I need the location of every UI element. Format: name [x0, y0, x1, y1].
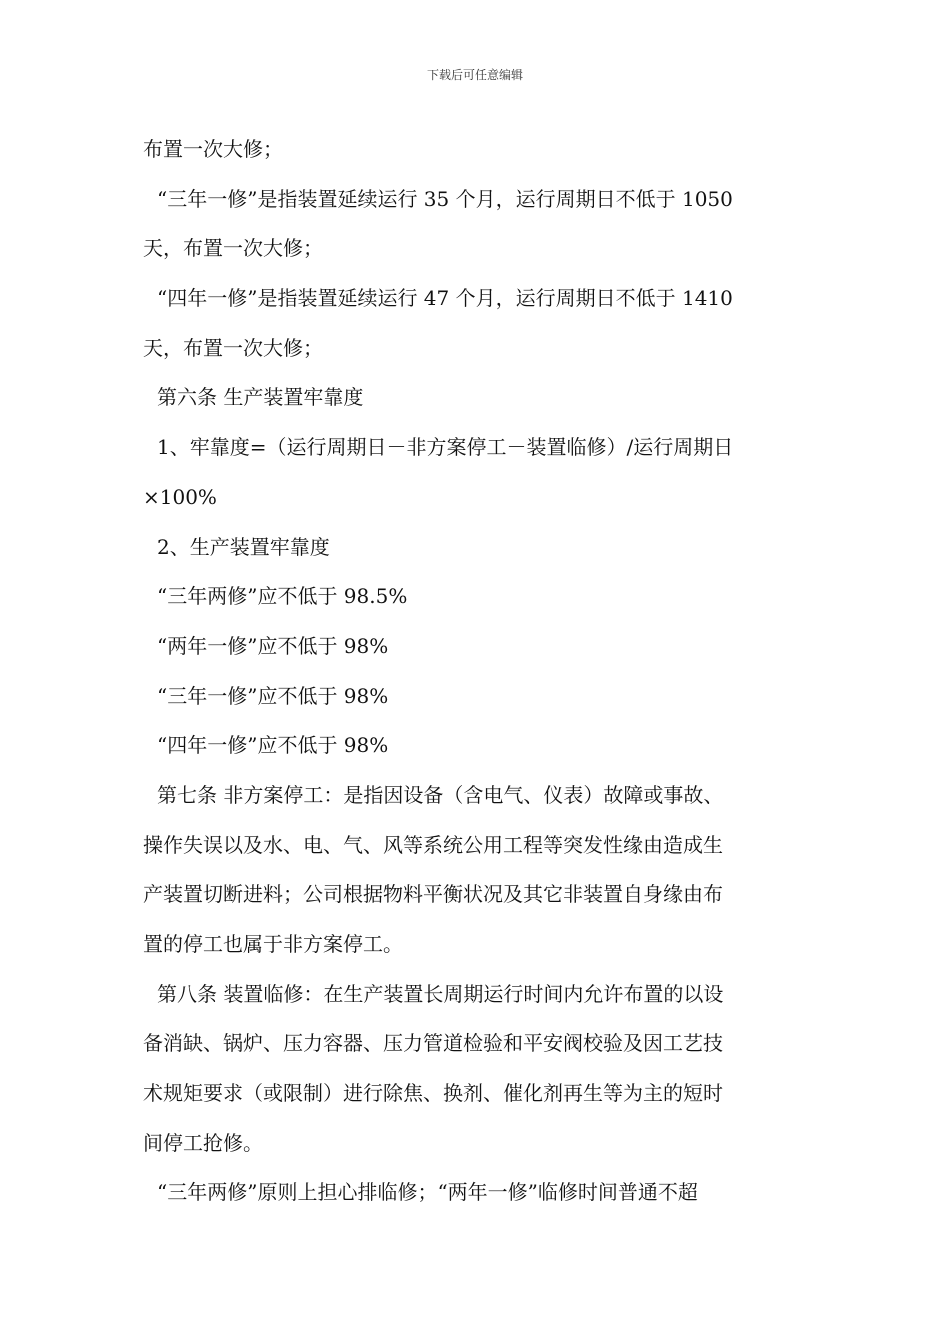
article-heading: 第七条 非方案停工：是指因设备（含电气、仪表）故障或事故、	[157, 782, 724, 807]
text-line: ×100%	[143, 484, 217, 509]
article-heading: 第八条 装置临修：在生产装置长周期运行时间内允许布置的以设	[157, 981, 724, 1006]
article-heading: 第六条 生产装置牢靠度	[157, 385, 364, 410]
text-line: 置的停工也属于非方案停工。	[143, 932, 403, 956]
text-line: “三年两修”应不低于 98.5%	[157, 584, 408, 609]
text-line: 间停工抢修。	[143, 1130, 263, 1155]
text-line: 天，布置一次大修；	[143, 236, 323, 261]
text-line: 天，布置一次大修；	[143, 335, 323, 360]
page-header-note: 下载后可任意编辑	[426, 68, 523, 82]
text-line: “四年一修”是指装置延续运行 47 个月，运行周期日不低于 1410	[157, 286, 733, 311]
document-body	[143, 125, 813, 1218]
text-line: “三年一修”是指装置延续运行 35 个月，运行周期日不低于 1050	[157, 186, 733, 211]
text-line: “三年两修”原则上担心排临修；“两年一修”临修时间普通不超	[157, 1180, 698, 1205]
text-line: 备消缺、锅炉、压力容器、压力管道检验和平安阀校验及因工艺技	[143, 1031, 723, 1056]
text-line: 布置一次大修；	[143, 137, 283, 161]
text-line: “两年一修”应不低于 98%	[157, 633, 389, 658]
text-line: “四年一修”应不低于 98%	[157, 733, 389, 758]
text-line: 2、生产装置牢靠度	[157, 534, 330, 559]
text-line: 术规矩要求（或限制）进行除焦、换剂、催化剂再生等为主的短时	[143, 1081, 723, 1106]
text-line: “三年一修”应不低于 98%	[157, 683, 389, 708]
text-line: 操作失误以及水、电、气、风等系统公用工程等突发性缘由造成生	[143, 832, 723, 857]
text-line: 产装置切断进料；公司根据物料平衡状况及其它非装置自身缘由布	[143, 882, 723, 907]
text-line: 1、牢靠度=（运行周期日－非方案停工－装置临修）/运行周期日	[157, 435, 734, 460]
